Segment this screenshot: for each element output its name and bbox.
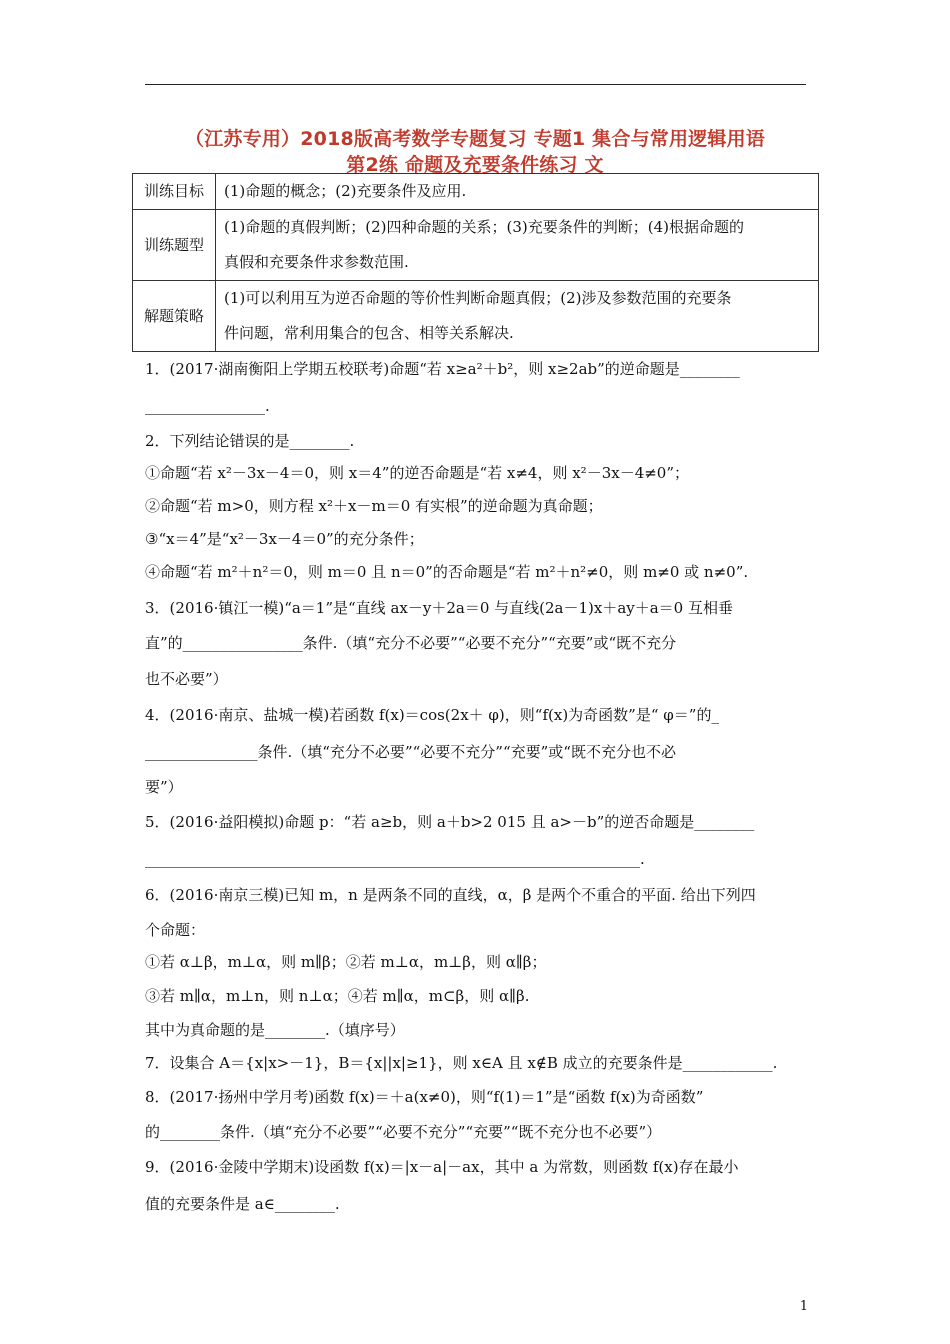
question-line: ①命题“若 x²－3x－4＝0，则 x＝4”的逆否命题是“若 x≠4，则 x²－3x－4≠0”；: [145, 464, 690, 482]
table-row: [133, 281, 819, 352]
question-line: 6．(2016·南京三模)已知 m，n 是两条不同的直线，α，β 是两个不重合的平面. 给出下列四: [145, 886, 756, 904]
question-line: ④命题“若 m²＋n²＝0，则 m＝0 且 n＝0”的否命题是“若 m²＋n²≠0，则 m≠0 或 n≠0”.: [145, 563, 749, 581]
training-goals-table: [132, 173, 819, 352]
question-line: 4．(2016·南京、盐城一模)若函数 f(x)＝cos(2x＋ φ)，则“f(x)为奇函数”是“ φ＝”的_: [145, 706, 719, 724]
question-line: ________________.: [145, 397, 270, 415]
question-line: 也不必要”）: [145, 670, 228, 688]
question-line: ③若 m∥α，m⊥n，则 n⊥α；④若 m∥α，m⊂β，则 α∥β.: [145, 987, 530, 1005]
row-label: 训练目标: [133, 174, 216, 210]
question-line: __________________________________________________________________.: [145, 850, 645, 868]
question-line: 的________条件.（填“充分不必要”“必要不充分”“充要”“既不充分也不必要”）: [145, 1123, 662, 1141]
doc-title-line1: （江苏专用）2018版高考数学专题复习 专题1 集合与常用逻辑用语: [185, 128, 765, 150]
question-line: 要”）: [145, 778, 183, 796]
page-number: 1: [799, 1299, 808, 1314]
question-line: 5．(2016·益阳模拟)命题 p：“若 a≥b，则 a＋b>2 015 且 a>－b”的逆否命题是________: [145, 813, 755, 831]
table-row: [133, 174, 819, 210]
question-line: 值的充要条件是 a∈________.: [145, 1195, 340, 1213]
question-line: _______________条件.（填“充分不必要”“必要不充分”“充要”或“既不充分也不必: [145, 743, 676, 761]
row-text: (1)命题的真假判断；(2)四种命题的关系；(3)充要条件的判断；(4)根据命题的 真假和充要条件求参数范围.: [216, 210, 819, 281]
question-line: 2．下列结论错误的是________.: [145, 432, 355, 450]
row-label: 解题策略: [133, 281, 216, 352]
row-text: (1)可以利用互为逆否命题的等价性判断命题真假；(2)涉及参数范围的充要条 件问题，常利用集合的包含、相等关系解决.: [216, 281, 819, 352]
question-line: 3．(2016·镇江一模)“a＝1”是“直线 ax－y＋2a＝0 与直线(2a－1)x＋ay＋a＝0 互相垂: [145, 599, 733, 617]
question-line: 其中为真命题的是________.（填序号）: [145, 1021, 405, 1039]
row-text: (1)命题的概念；(2)充要条件及应用.: [216, 174, 819, 210]
question-line: 8．(2017·扬州中学月考)函数 f(x)＝＋a(x≠0)，则“f(1)＝1”是“函数 f(x)为奇函数”: [145, 1088, 704, 1106]
doc-title-line2: 第2练 命题及充要条件练习 文: [346, 154, 604, 176]
question-line: 1．(2017·湖南衡阳上学期五校联考)命题“若 x≥a²＋b²，则 x≥2ab”的逆命题是________: [145, 360, 740, 378]
question-line: 直”的________________条件.（填“充分不必要”“必要不充分”“充要”或“既不充分: [145, 634, 677, 652]
question-line: 9．(2016·金陵中学期末)设函数 f(x)＝|x－a|－ax，其中 a 为常数，则函数 f(x)存在最小: [145, 1158, 739, 1176]
question-line: 个命题：: [145, 921, 206, 939]
question-line: ①若 α⊥β，m⊥α，则 m∥β；②若 m⊥α，m⊥β，则 α∥β；: [145, 953, 547, 971]
question-line: ②命题“若 m>0，则方程 x²＋x－m＝0 有实根”的逆命题为真命题；: [145, 497, 603, 515]
question-line: ③“x＝4”是“x²－3x－4＝0”的充分条件；: [145, 530, 424, 548]
question-line: 7．设集合 A＝{x|x>－1}，B＝{x||x|≥1}，则 x∈A 且 x∉B 成立的充要条件是____________.: [145, 1054, 778, 1072]
row-label: 训练题型: [133, 210, 216, 281]
header-rule: [145, 84, 806, 85]
table-row: [133, 210, 819, 281]
